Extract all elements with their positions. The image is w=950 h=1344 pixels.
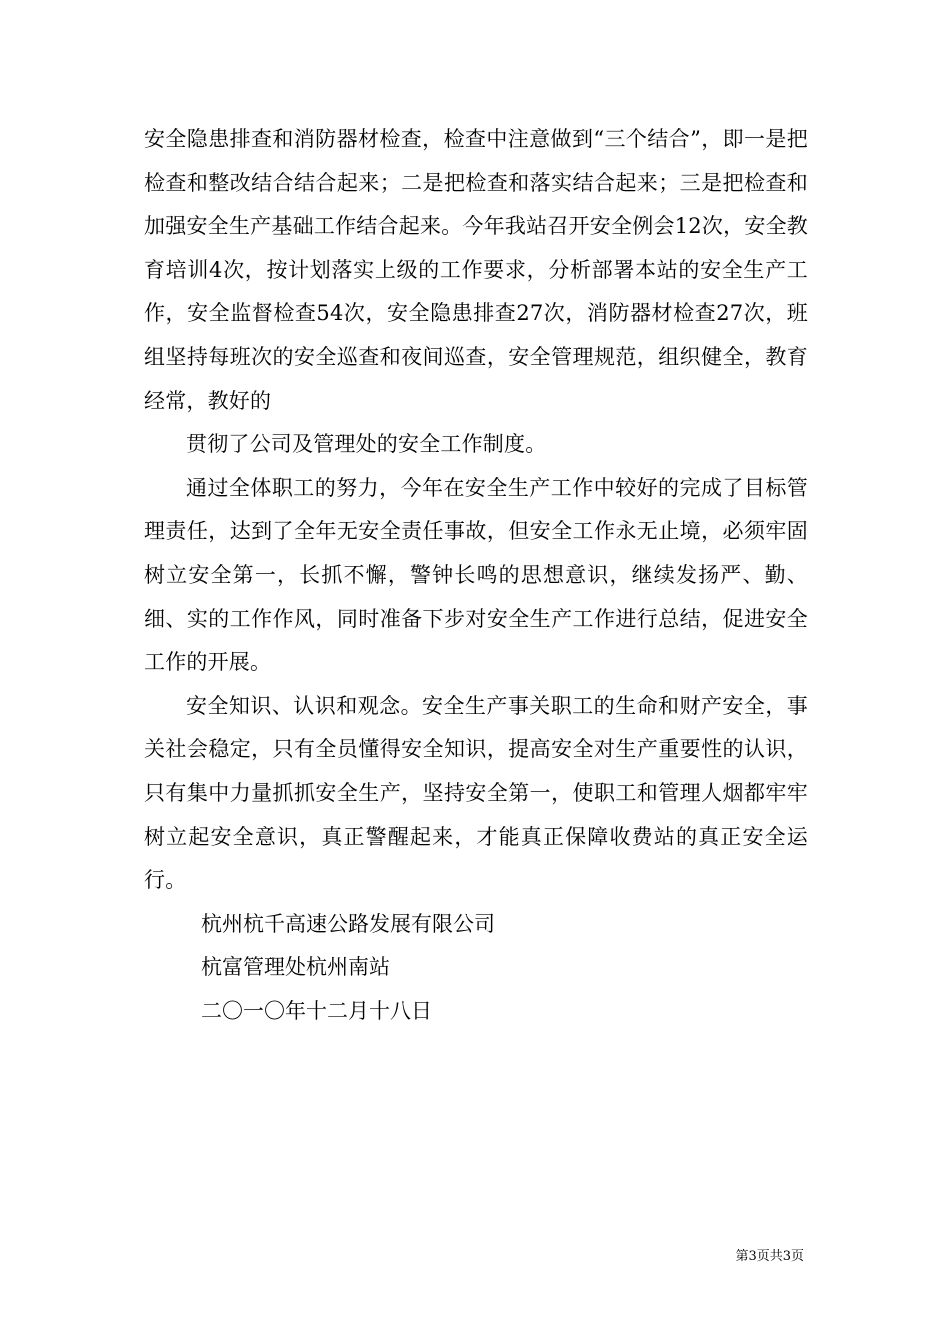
document-body [144, 118, 808, 1033]
signature-company: 杭州杭千高速公路发展有限公司 [201, 911, 495, 936]
paragraph-achievements: 通过全体职工的努力，今年在安全生产工作中较好的完成了目标管理责任，达到了全年无安全责任事故，但安全工作永无止境，必须牢固树立安全第一，长抓不懈，警钟长鸣的思想意识，继续发扬严、勤、细、实的工作作风，同时准备下步对安全生产工作进行总结，促进安全工作的开展。 [144, 475, 808, 675]
signature-department: 杭富管理处杭州南站 [201, 955, 390, 980]
page-number: 第3页共3页 [735, 1249, 804, 1264]
signature-date: 二〇一〇年十二月十八日 [201, 998, 432, 1023]
paragraph-inspection: 安全隐患排查和消防器材检查，检查中注意做到“三个结合”，即一是把检查和整改结合结合起来；二是把检查和落实结合起来；三是把检查和加强安全生产基础工作结合起来。今年我站召开安全例会12次，安全教育培训4次，按计划落实上级的工作要求，分析部署本站的安全生产工作，安全监督检查54次，安全隐患排查27次，消防器材检查27次，班组坚持每班次的安全巡查和夜间巡查，安全管理规范，组织健全，教育经常，教好的 [144, 127, 808, 413]
paragraph-implementation: 贯彻了公司及管理处的安全工作制度。 [186, 432, 547, 457]
paragraph-safety-awareness: 安全知识、认识和观念。安全生产事关职工的生命和财产安全，事关社会稳定，只有全员懂得安全知识，提高安全对生产重要性的认识，只有集中力量抓抓安全生产，坚持安全第一，使职工和管理人烟都牢牢树立起安全意识，真正警醒起来，才能真正保障收费站的真正安全运行。 [144, 693, 808, 893]
signature-block [144, 903, 808, 1034]
